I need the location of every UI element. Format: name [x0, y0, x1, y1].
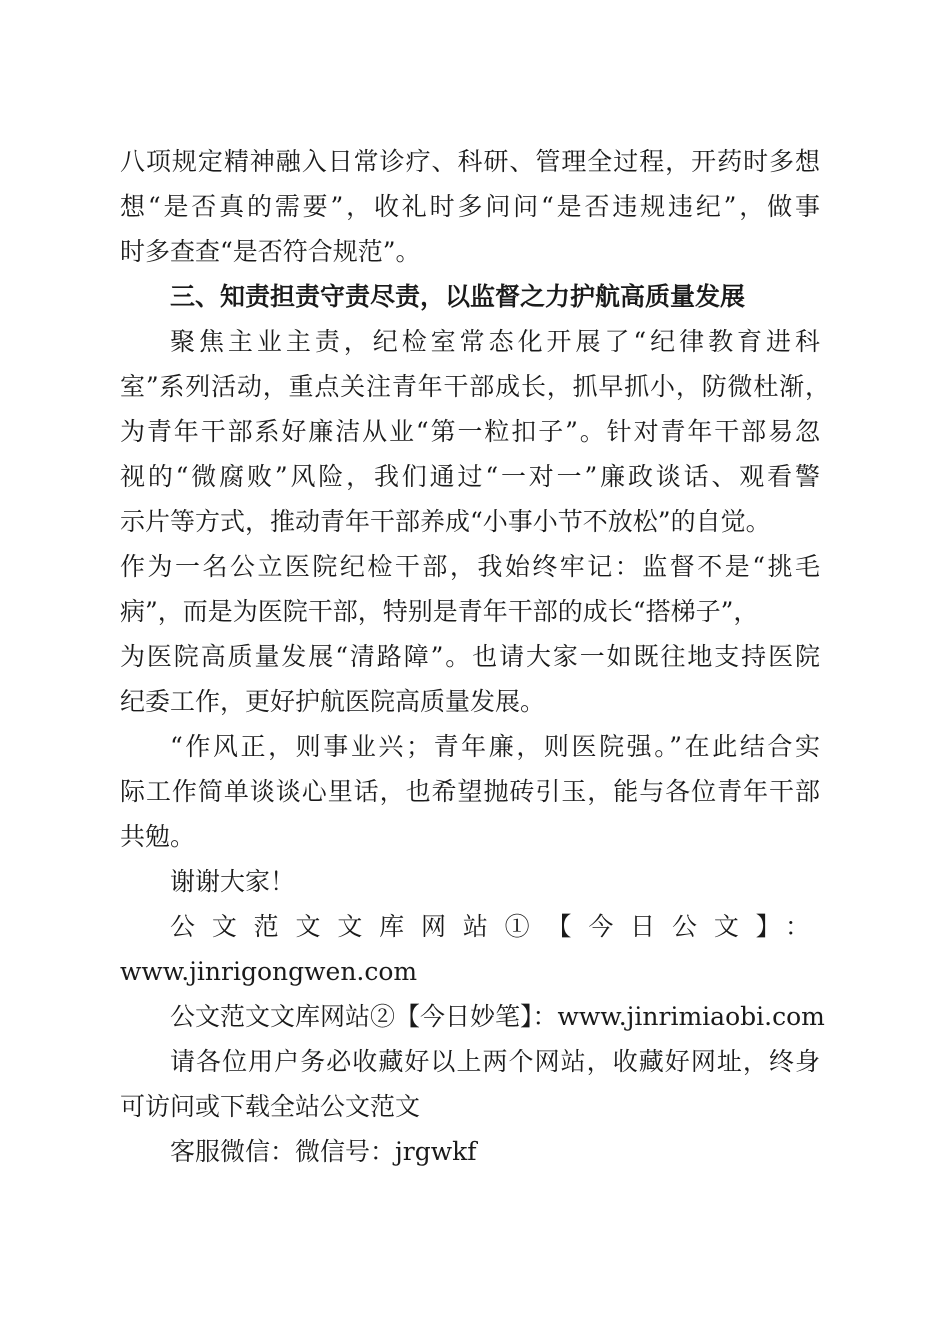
paragraph-line: 想“是否真的需要”，收礼时多问问“是否违规违纪”，做事 [120, 192, 820, 221]
paragraph-line: 八项规定精神融入日常诊疗、科研、管理全过程，开药时多想 [120, 147, 820, 176]
paragraph-line: 示片等方式，推动青年干部养成“小事小节不放松”的自觉。 [120, 507, 771, 536]
paragraph-line: 为医院高质量发展“清路障”。也请大家一如既往地支持医院 [120, 642, 820, 671]
section-heading: 三、知责担责守责尽责，以监督之力护航高质量发展 [170, 282, 746, 311]
paragraph-line: “作风正，则事业兴；青年廉，则医院强。”在此结合实 [170, 732, 820, 761]
paragraph-line: 际工作简单谈谈心里话，也希望抛砖引玉，能与各位青年干部 [120, 777, 820, 806]
site-2-line: 公文范文文库网站②【今日妙笔】：www.jinrimiaobi.com [170, 1002, 825, 1031]
thanks-line: 谢谢大家！ [170, 867, 296, 896]
paragraph-line: 聚焦主业主责，纪检室常态化开展了“纪律教育进科 [170, 327, 820, 356]
paragraph-line: 作为一名公立医院纪检干部，我始终牢记：监督不是“挑毛 [120, 552, 820, 581]
paragraph-line: 纪委工作，更好护航医院高质量发展。 [120, 687, 546, 716]
paragraph-line: 时多查查“是否符合规范”。 [120, 237, 421, 266]
site-1-url: www.jinrigongwen.com [120, 957, 418, 986]
paragraph-line: 视的“微腐败”风险，我们通过“一对一”廉政谈话、观看警 [120, 462, 820, 491]
paragraph-line: 病”，而是为医院干部，特别是青年干部的成长“搭梯子”， [120, 597, 759, 626]
site-1-label: 公文范文文库网站①【今日公文】： [170, 912, 810, 941]
notice-line: 请各位用户务必收藏好以上两个网站，收藏好网址，终身 [170, 1047, 820, 1076]
paragraph-line: 室”系列活动，重点关注青年干部成长，抓早抓小，防微杜渐， [120, 372, 830, 401]
notice-line: 可访问或下载全站公文范文 [120, 1092, 421, 1121]
paragraph-line: 共勉。 [120, 822, 196, 851]
paragraph-line: 为青年干部系好廉洁从业“第一粒扣子”。针对青年干部易忽 [120, 417, 820, 446]
wechat-line: 客服微信：微信号：jrgwkf [170, 1137, 477, 1166]
